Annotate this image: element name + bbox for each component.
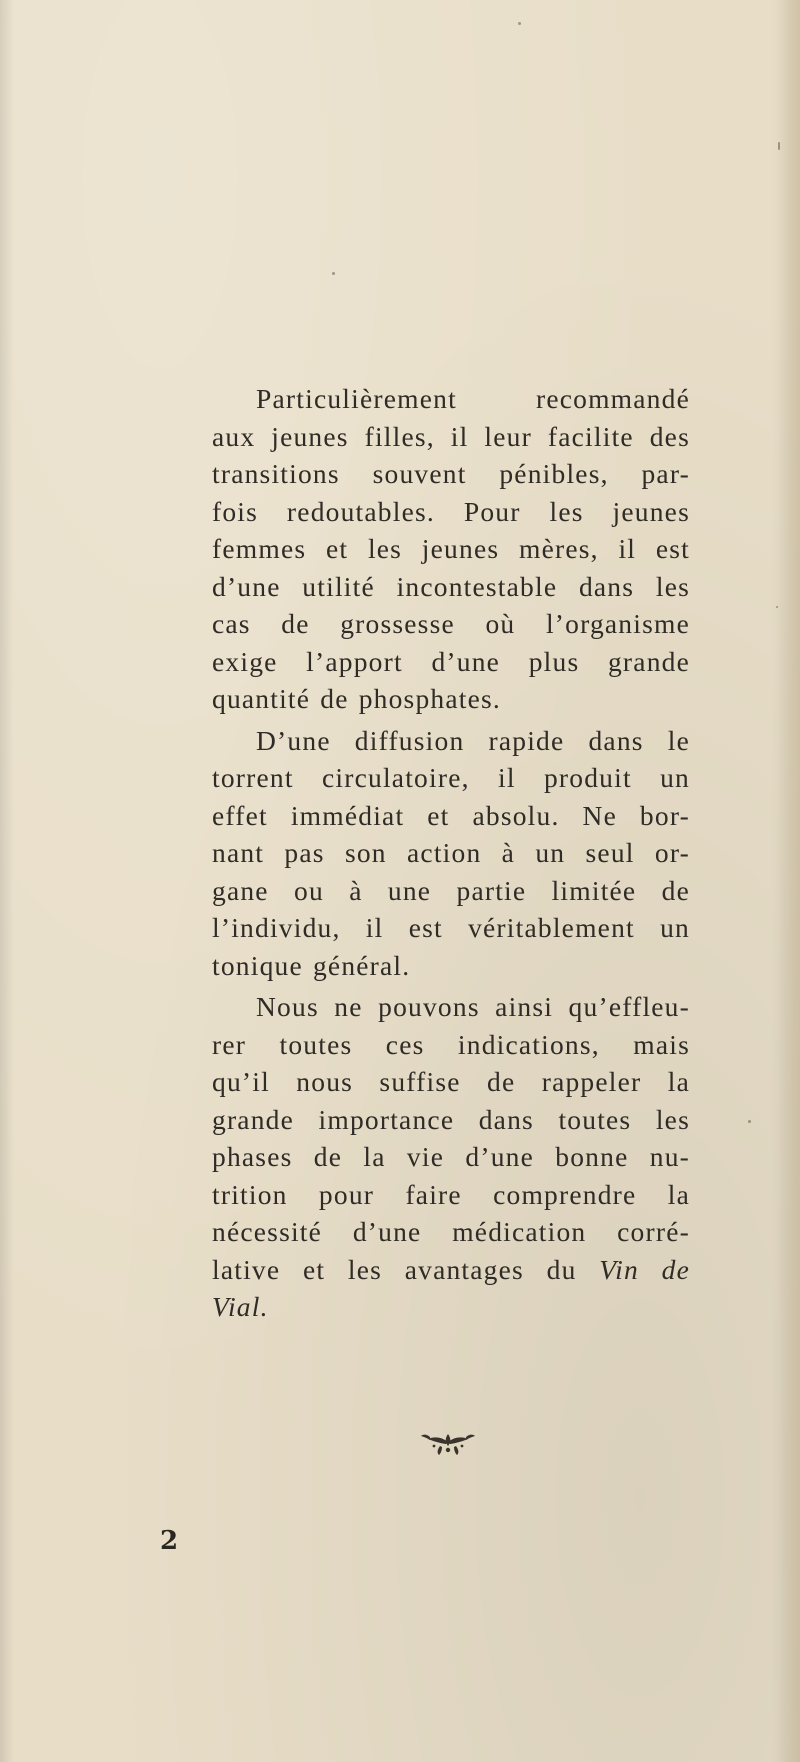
text-line: tonique général. bbox=[212, 949, 411, 981]
floral-fleuron-icon bbox=[418, 1428, 478, 1456]
text-line: effet immédiat et absolu. Ne bor- bbox=[212, 799, 690, 831]
text-line: fois redoutables. Pour les jeunes bbox=[212, 495, 690, 527]
text-fragment: lative et les avantages du bbox=[212, 1253, 600, 1285]
text-line: d’une utilité incontestable dans les bbox=[212, 570, 690, 602]
text-line: rer toutes ces indications, mais bbox=[212, 1028, 690, 1060]
text-line: trition pour faire comprendre la bbox=[212, 1178, 690, 1210]
text-line: grande importance dans toutes les bbox=[212, 1103, 690, 1135]
text-line: phases de la vie d’une bonne nu- bbox=[212, 1141, 690, 1172]
text-line bbox=[212, 1251, 690, 1289]
paper-speck bbox=[332, 272, 335, 275]
paper-speck bbox=[776, 606, 778, 608]
text-line: torrent circulatoire, il produit un bbox=[212, 762, 690, 793]
body-text bbox=[212, 380, 690, 1326]
paper-speck bbox=[778, 142, 780, 150]
text-line: cas de grossesse où l’organisme bbox=[212, 608, 690, 639]
text-line: D’une diffusion rapide dans le bbox=[256, 724, 690, 756]
text-line: femmes et les jeunes mères, il est bbox=[212, 533, 690, 564]
product-name-italic: Vial. bbox=[212, 1291, 269, 1322]
paragraph-conclusion bbox=[212, 988, 690, 1326]
text-line: exige l’apport d’une plus grande bbox=[212, 645, 690, 677]
text-line: Particulièrement recommandé bbox=[256, 383, 690, 414]
paragraph-diffusion bbox=[212, 722, 690, 985]
text-line: aux jeunes filles, il leur facilite des bbox=[212, 420, 690, 452]
page-edge-shadow bbox=[778, 0, 800, 1762]
text-line: nant pas son action à un seul or- bbox=[212, 837, 690, 868]
product-name-italic: Vin de bbox=[599, 1253, 690, 1285]
text-line: quantité de phosphates. bbox=[212, 683, 501, 714]
text-line: gane ou à une partie limitée de bbox=[212, 874, 690, 906]
text-line: qu’il nous suffise de rappeler la bbox=[212, 1066, 690, 1097]
paper-speck bbox=[748, 1120, 751, 1123]
paper-speck bbox=[518, 22, 521, 25]
page-number: 2 bbox=[160, 1526, 179, 1556]
text-line: Nous ne pouvons ainsi qu’effleu- bbox=[256, 991, 690, 1022]
paragraph-recommendation bbox=[212, 380, 690, 718]
text-line: nécessité d’une médication corré- bbox=[212, 1216, 690, 1247]
text-line: l’individu, il est véritablement un bbox=[212, 912, 690, 943]
text-line: transitions souvent pénibles, par- bbox=[212, 458, 690, 489]
